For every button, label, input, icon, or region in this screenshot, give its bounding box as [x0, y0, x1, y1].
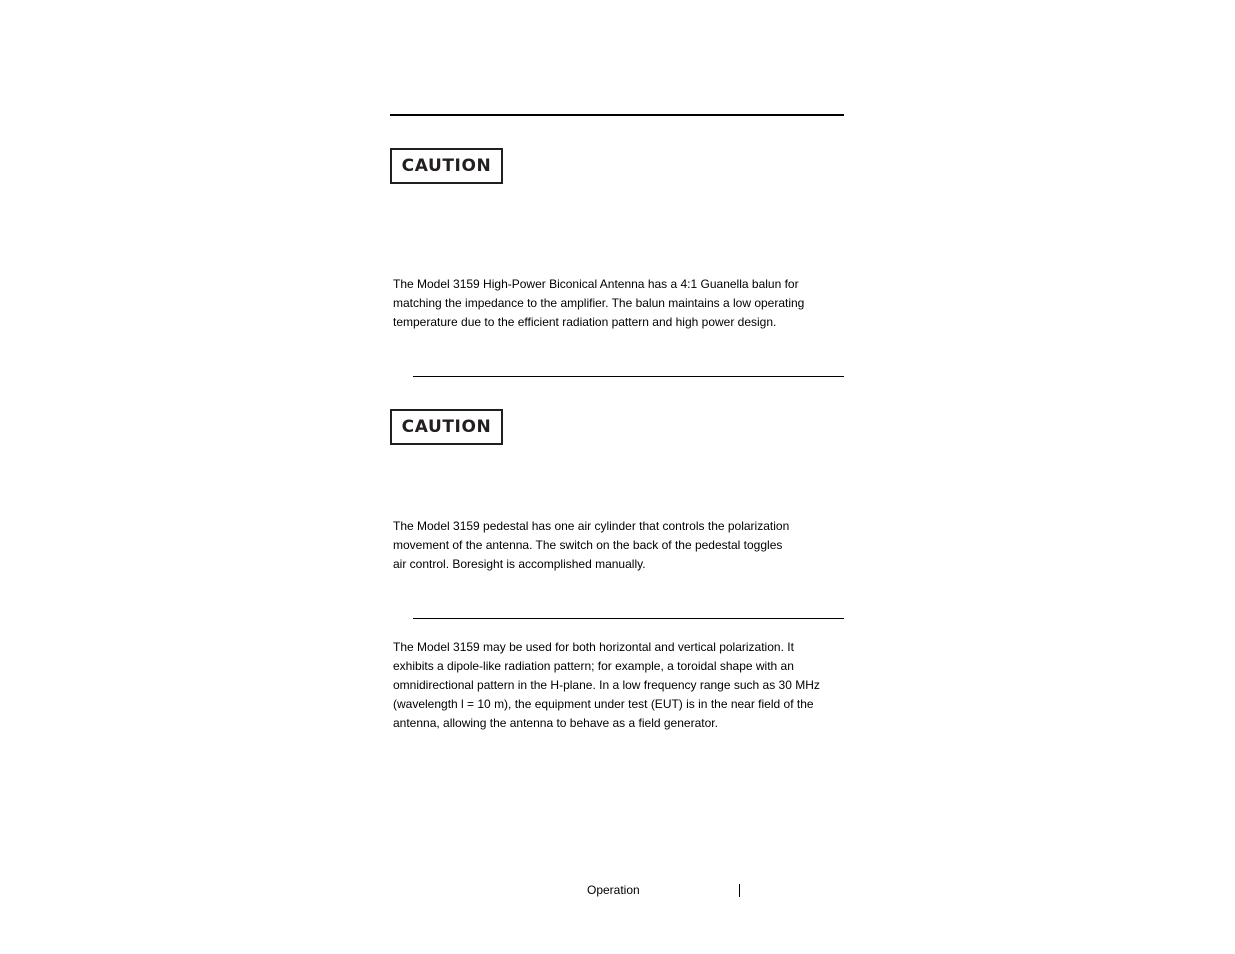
caution-box-2 — [390, 409, 503, 445]
top-rule — [390, 114, 844, 116]
paragraph-line: temperature due to the efficient radiation pattern and high power design. — [393, 315, 777, 329]
paragraph-line: The Model 3159 may be used for both horizontal and vertical polarization. It — [393, 640, 794, 654]
paragraph-line: The Model 3159 High-Power Biconical Antenna has a 4:1 Guanella balun for — [393, 277, 799, 291]
caution-label: CAUTION — [401, 417, 492, 437]
paragraph-line: matching the impedance to the amplifier. The balun maintains a low operating — [393, 296, 805, 310]
paragraph-line: air control. Boresight is accomplished manually. — [393, 557, 646, 571]
polarization-paragraph — [393, 638, 853, 733]
section-rule-1 — [413, 376, 844, 377]
paragraph-line: omnidirectional pattern in the H-plane. In a low frequency range such as 30 MHz — [393, 678, 820, 692]
caution-label: CAUTION — [401, 156, 492, 176]
paragraph-line: exhibits a dipole-like radiation pattern; for example, a toroidal shape with an — [393, 659, 794, 673]
paragraph-line: The Model 3159 pedestal has one air cylinder that controls the polarization — [393, 519, 790, 533]
paragraph-line: (wavelength l = 10 m), the equipment under test (EUT) is in the near field of the — [393, 697, 814, 711]
pedestal-paragraph — [393, 517, 853, 574]
footer-section-name: Operation — [587, 883, 640, 897]
section-rule-2 — [413, 618, 844, 619]
balun-paragraph — [393, 275, 853, 332]
paragraph-line: movement of the antenna. The switch on the back of the pedestal toggles — [393, 538, 783, 552]
caution-box-1 — [390, 148, 503, 184]
footer-separator — [739, 884, 740, 897]
paragraph-line: antenna, allowing the antenna to behave as a field generator. — [393, 716, 718, 730]
